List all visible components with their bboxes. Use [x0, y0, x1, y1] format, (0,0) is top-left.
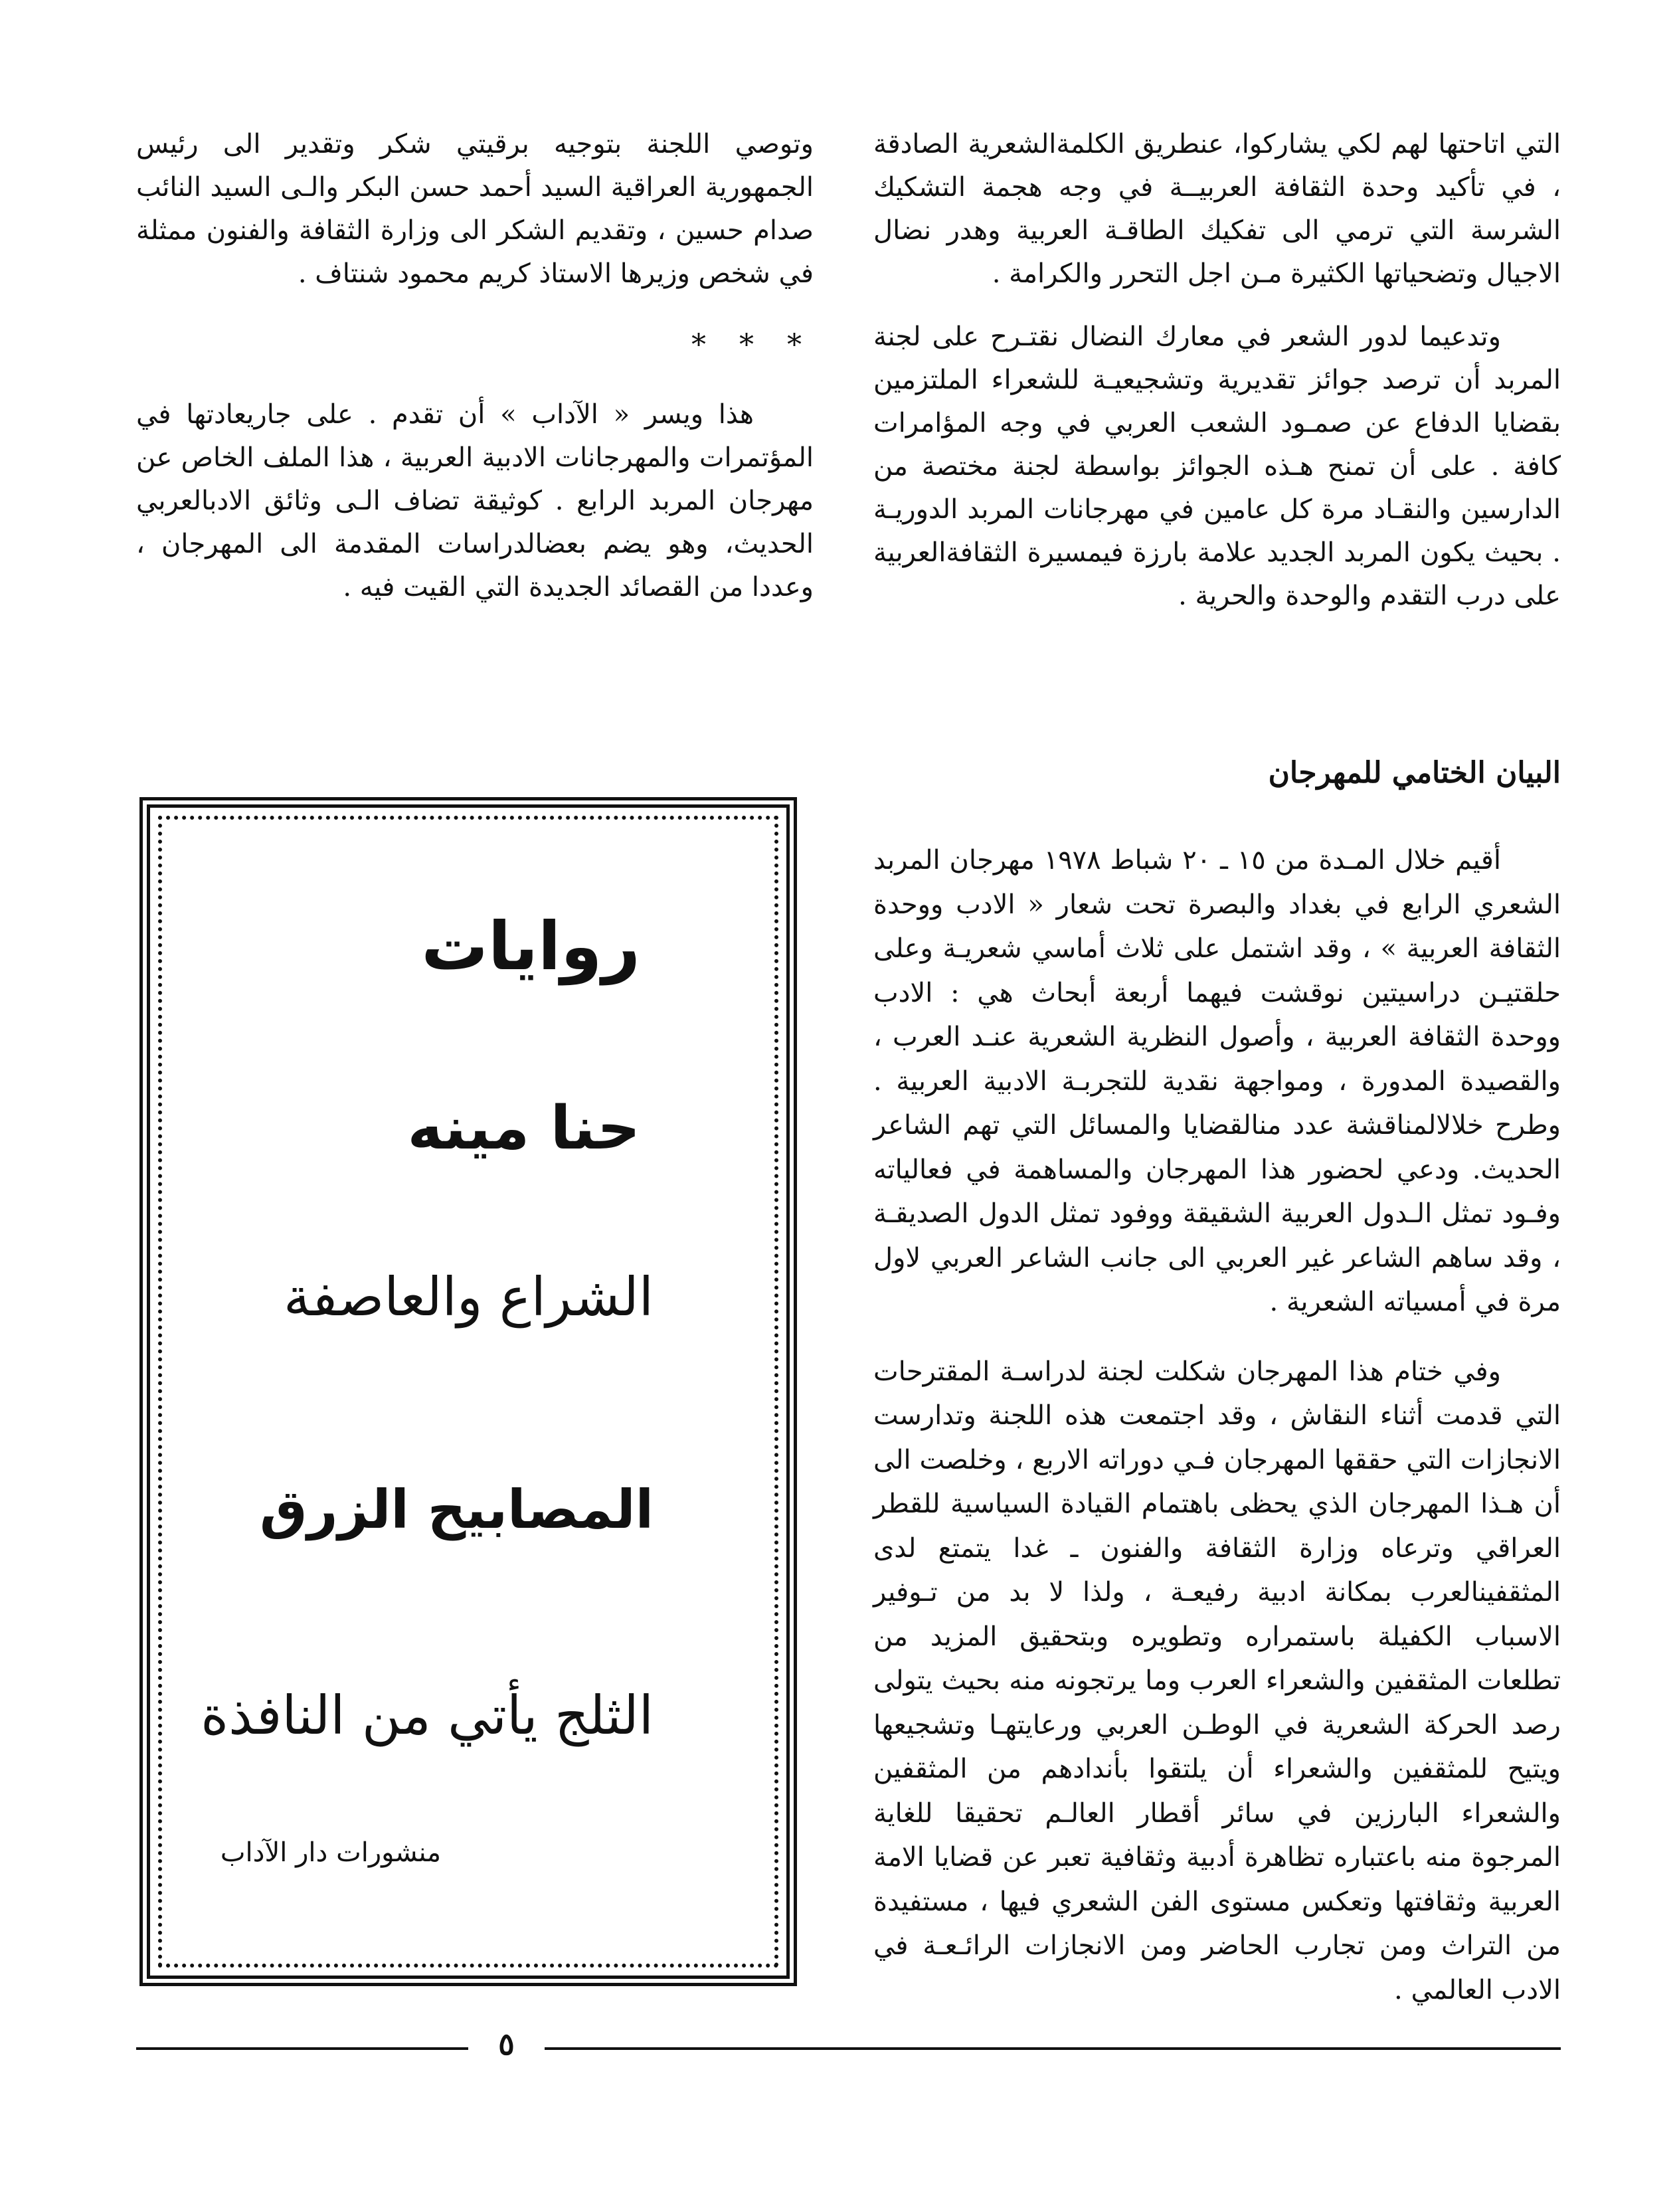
section-separator-stars: * * *: [691, 328, 814, 362]
advertisement-publisher: منشورات دار الآداب: [220, 1837, 441, 1868]
right-top-paragraph-2: وتدعيما لدور الشعر في معارك النضال نقتـرح على لجنة المربد أن ترصد جوائز تقديرية وتشجيعيـة للشعراء الملتزمين بقضايا الدفاع عن صمـود الشعب العربي في وجه المؤامرات كافة . على أن تمنح هـذه الجوائز بواسطة لجنة مختصة من الدارسين والنقـاد مرة كل عامين في مهرجانات المربد الدوريـة . بحيث يكون المربد الجديد علامة بارزة فيمسيرة الثقافةالعربية على درب التقدم والوحدة والحرية .: [873, 322, 1561, 611]
novel-title-1: الشراع والعاصفة: [284, 1266, 654, 1328]
footer-rule-left: [136, 2047, 468, 2050]
advertisement-content: [150, 808, 786, 1976]
right-top-paragraph-1: التي اتاحتها لهم لكي يشاركوا، عنطريق الكلمةالشعرية الصادقة ، في تأكيد وحدة الثقافة العربيــة في وجه هجمة التشكيك الشرسة التي ترمي الى تفكيك الطاقـة العربية وهدر نضال الاجيال وتضحياتها الكثيرة مـن اجل التحرر والكرامة .: [873, 129, 1561, 289]
final-statement-paragraph-1: أقيم خلال المـدة من ١٥ ـ ٢٠ شباط ١٩٧٨ مهرجان المربد الشعري الرابع في بغداد والبصرة تحت شعار « الادب ووحدة الثقافة العربية » ، وقد اشتمل على ثلاث أماسي شعريـة وعلى حلقتيـن دراسيتين نوقشت فيهما أربعة أبحاث هي : الادب ووحدة الثقافة العربية ، وأصول النظرية الشعرية عنـد العرب ، والقصيدة المدورة ، ومواجهة نقدية للتجربـة الادبية العربية . وطرح خلالالمناقشة عدد منالقضايا والمسائل التي تهم الشاعر الحديث. ودعي لحضور هذا المهرجان والمساهمة في فعالياته وفـود تمثل الـدول العربية الشقيقة ووفود تمثل الدول الصديقـة ، وقد ساهم الشاعر غير العربي الى جانب الشاعر العربي لاول مرة في أمسياته الشعرية .: [873, 845, 1561, 1317]
right-column-top: [873, 123, 1561, 618]
novels-advertisement-box: [139, 797, 797, 1986]
final-statement-paragraph-2: وفي ختام هذا المهرجان شكلت لجنة لدراسـة المقترحات التي قدمت أثناء النقاش ، وقد اجتمعت هذه اللجنة وتدارست الانجازات التي حققها المهرجان فـي دوراته الاربع ، وخلصت الى أن هـذا المهرجان الذي يحظى باهتمام القيادة السياسية للقطر العراقي وترعاه وزارة الثقافة والفنون ـ غدا يتمتع لدى المثقفينالعرب بمكانة ادبية رفيعـة ، ولذا لا بد من تـوفير الاسباب الكفيلة باستمراره وتطويره وبتحقيق المزيد من تطلعات المثقفين والشعراء العرب وما يرتجونه منه بحيث يتولى رصد الحركة الشعرية في الوطـن العربي ورعايتهـا وتشجيعها ويتيح للمثقفين والشعراء أن يلتقوا بأندادهم من المثقفين والشعراء البارزين في سائر أقطار العالـم تحقيقا للغاية المرجوة منه باعتباره تظاهرة أدبية وثقافية تعبر عن قضايا الامة العربية وثقافتها وتعكس مستوى الفن الشعري فيها ، مستفيدة من التراث ومن تجارب الحاضر ومن الانجازات الرائـعـة في الادب العالمي .: [873, 1356, 1561, 2005]
left-column-top: [136, 123, 814, 609]
footer-rule-right: [545, 2047, 1561, 2050]
final-statement-heading: البيان الختامي للمهرجان: [1268, 756, 1561, 790]
final-statement-body: [873, 838, 1561, 2012]
editorial-note-paragraph: هذا ويسر « الآداب » أن تقدم . على جاريعادتها في المؤتمرات والمهرجانات الادبية العربية ، هذا الملف الخاص عن مهرجان المربد الرابع . كوثيقة تضاف الـى وثائق الادبالعربي الحديث، وهو يضم بعضالدراسات المقدمة الى المهرجان ، وعددا من القصائد الجديدة التي القيت فيه .: [136, 399, 814, 602]
advertisement-heading: روايات: [421, 907, 640, 985]
committee-recommendation-paragraph: وتوصي اللجنة بتوجيه برقيتي شكر وتقدير الى رئيس الجمهورية العراقية السيد أحمد حسن البكر والـى السيد النائب صدام حسين ، وتقديم الشكر الى وزارة الثقافة والفنون ممثلة في شخص وزيرها الاستاذ كريم محمود شنتاف .: [136, 129, 814, 289]
novel-title-2: المصابيح الزرق: [260, 1479, 654, 1540]
advertisement-author: حنا مينه: [407, 1093, 640, 1163]
novel-title-3: الثلج يأتي من النافذة: [201, 1685, 654, 1746]
page-number: ٥: [498, 2026, 515, 2062]
